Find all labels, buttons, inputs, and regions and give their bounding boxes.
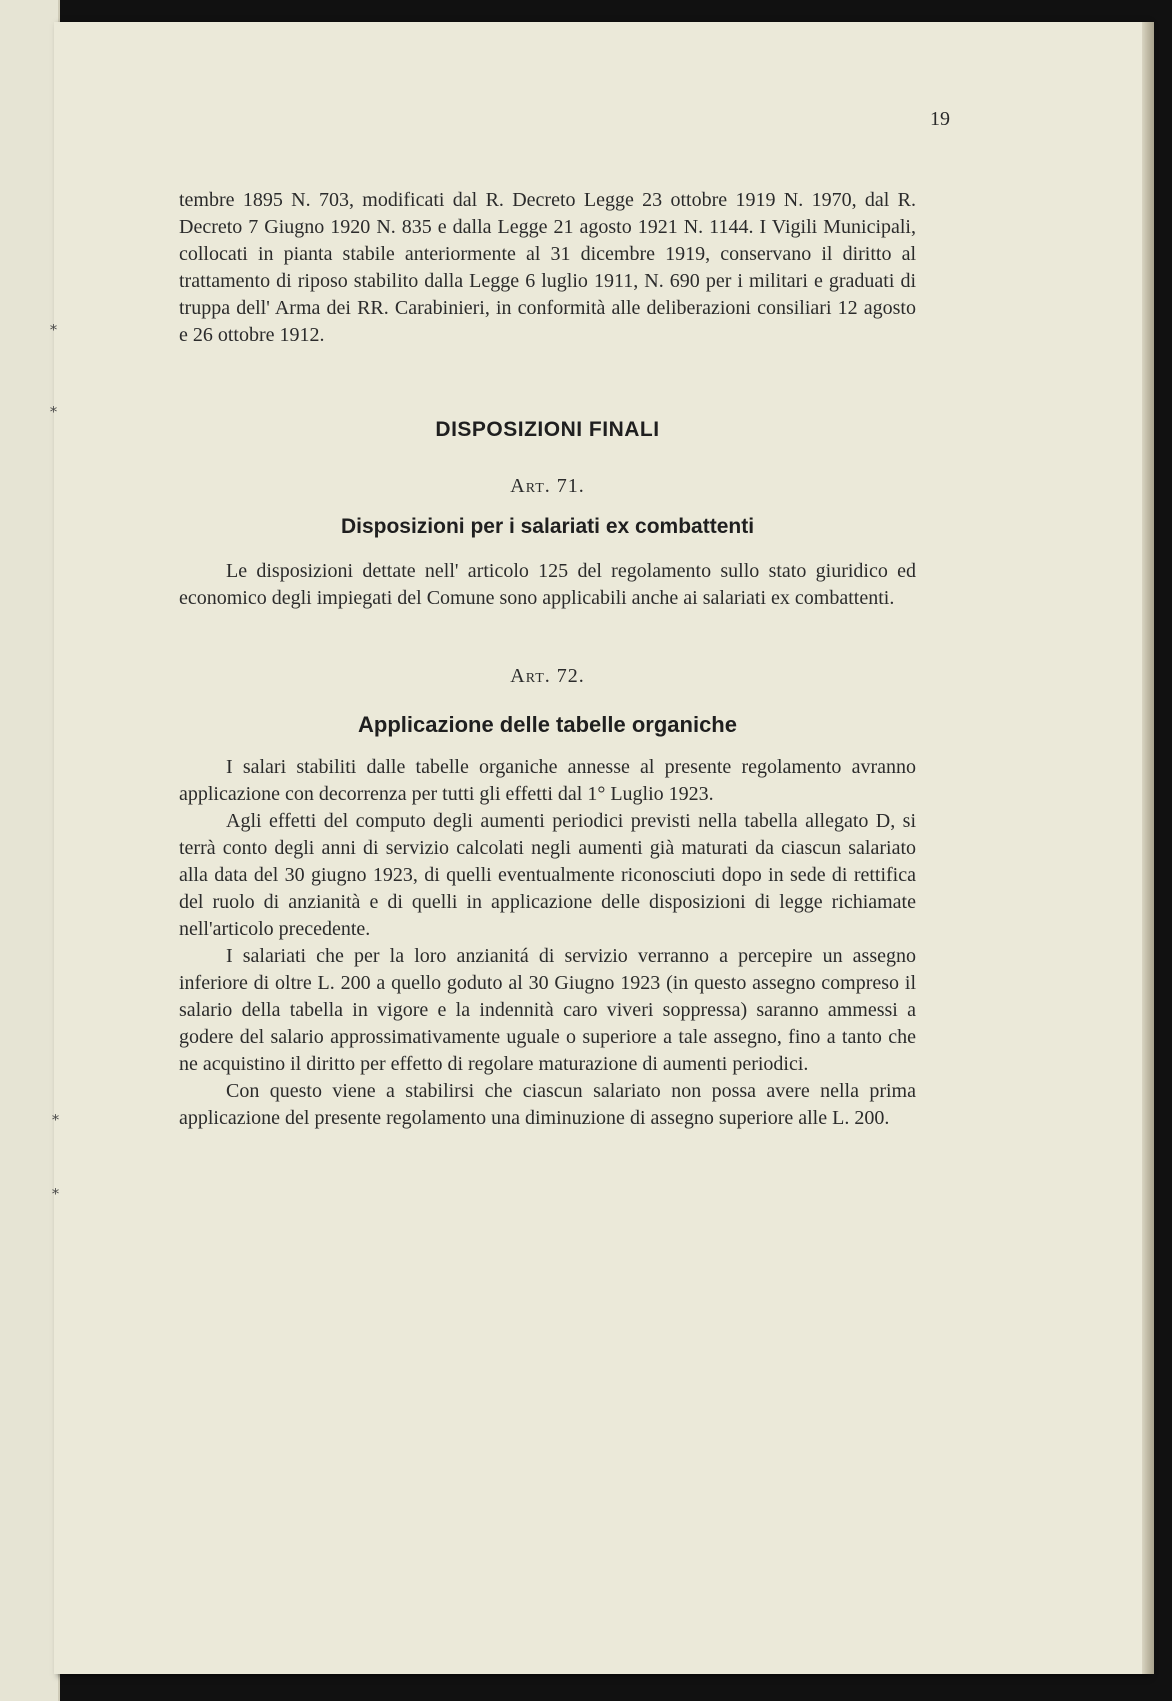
article-71-body bbox=[179, 558, 916, 612]
binding-mark: ⁎ bbox=[52, 1183, 59, 1198]
article-71-number bbox=[179, 475, 916, 498]
article-71-title: Disposizioni per i salariati ex combattenti bbox=[340, 515, 755, 538]
paragraph: I salari stabiliti dalle tabelle organiche annesse al presente regolamento avranno applicazione con decorrenza per tutti gli effetti dal 1° Luglio 1923. bbox=[179, 756, 916, 805]
binding-mark: ⁎ bbox=[50, 319, 57, 334]
binding-mark: ⁎ bbox=[50, 401, 57, 416]
page-number: 19 bbox=[930, 108, 950, 130]
article-72-body bbox=[179, 754, 916, 1132]
section-title: DISPOSIZIONI FINALI bbox=[435, 418, 660, 441]
paragraph: Agli effetti del computo degli aumenti periodici previsti nella tabella allegato D, si terrà conto degli anni di servizio calcolati negli aumenti già maturati da ciascun salariato alla data del 30 giugno 1923, di quelli eventualmente riconosciuti dopo in sede di rettifica del ruolo di anzianità e di quelli in applicazione delle disposizioni di legge richiamate nell'articolo precedente. bbox=[179, 810, 916, 940]
previous-page-edge bbox=[0, 0, 60, 1701]
article-72-title: Applicazione delle tabelle organiche bbox=[358, 712, 737, 737]
page-stack-edge bbox=[1142, 22, 1154, 1674]
paragraph: I salariati che per la loro anzianitá di servizio verranno a percepire un assegno inferiore di oltre L. 200 a quello goduto al 30 Giugno 1923 (in questo assegno compreso il salario della tabella in vigore e la indennità caro viveri soppressa) saranno ammessi a godere del salario approssimativamente uguale o superiore a tale assegno, fino a tanto che ne acquistino il diritto per effetto di regolare maturazione di aumenti periodici. bbox=[179, 945, 916, 1075]
paragraph: Con questo viene a stabilirsi che ciascun salariato non possa avere nella prima applicazione del presente regolamento una diminuzione di assegno superiore alle L. 200. bbox=[179, 1080, 916, 1129]
binding-mark: ⁎ bbox=[52, 1109, 59, 1124]
paragraph: Le disposizioni dettate nell' articolo 125 del regolamento sullo stato giuridico ed economico degli impiegati del Comune sono applicabili anche ai salariati ex combattenti. bbox=[179, 560, 916, 609]
article-number: Art. 71. bbox=[510, 475, 585, 497]
article-72-number bbox=[179, 665, 916, 688]
intro-paragraph bbox=[179, 187, 916, 349]
paragraph: tembre 1895 N. 703, modificati dal R. Decreto Legge 23 ottobre 1919 N. 1970, dal R. Decreto 7 Giugno 1920 N. 835 e dalla Legge 21 agosto 1921 N. 1144. I Vigili Municipali, collocati in pianta stabile anteriormente al 31 dicembre 1919, conservano il diritto al trattamento di riposo stabilito dalla Legge 6 luglio 1911, N. 690 per i militari e graduati di truppa dell' Arma dei RR. Carabinieri, in conformità alle deliberazioni consiliari 12 agosto e 26 ottobre 1912. bbox=[179, 189, 916, 346]
article-number: Art. 72. bbox=[510, 665, 585, 687]
